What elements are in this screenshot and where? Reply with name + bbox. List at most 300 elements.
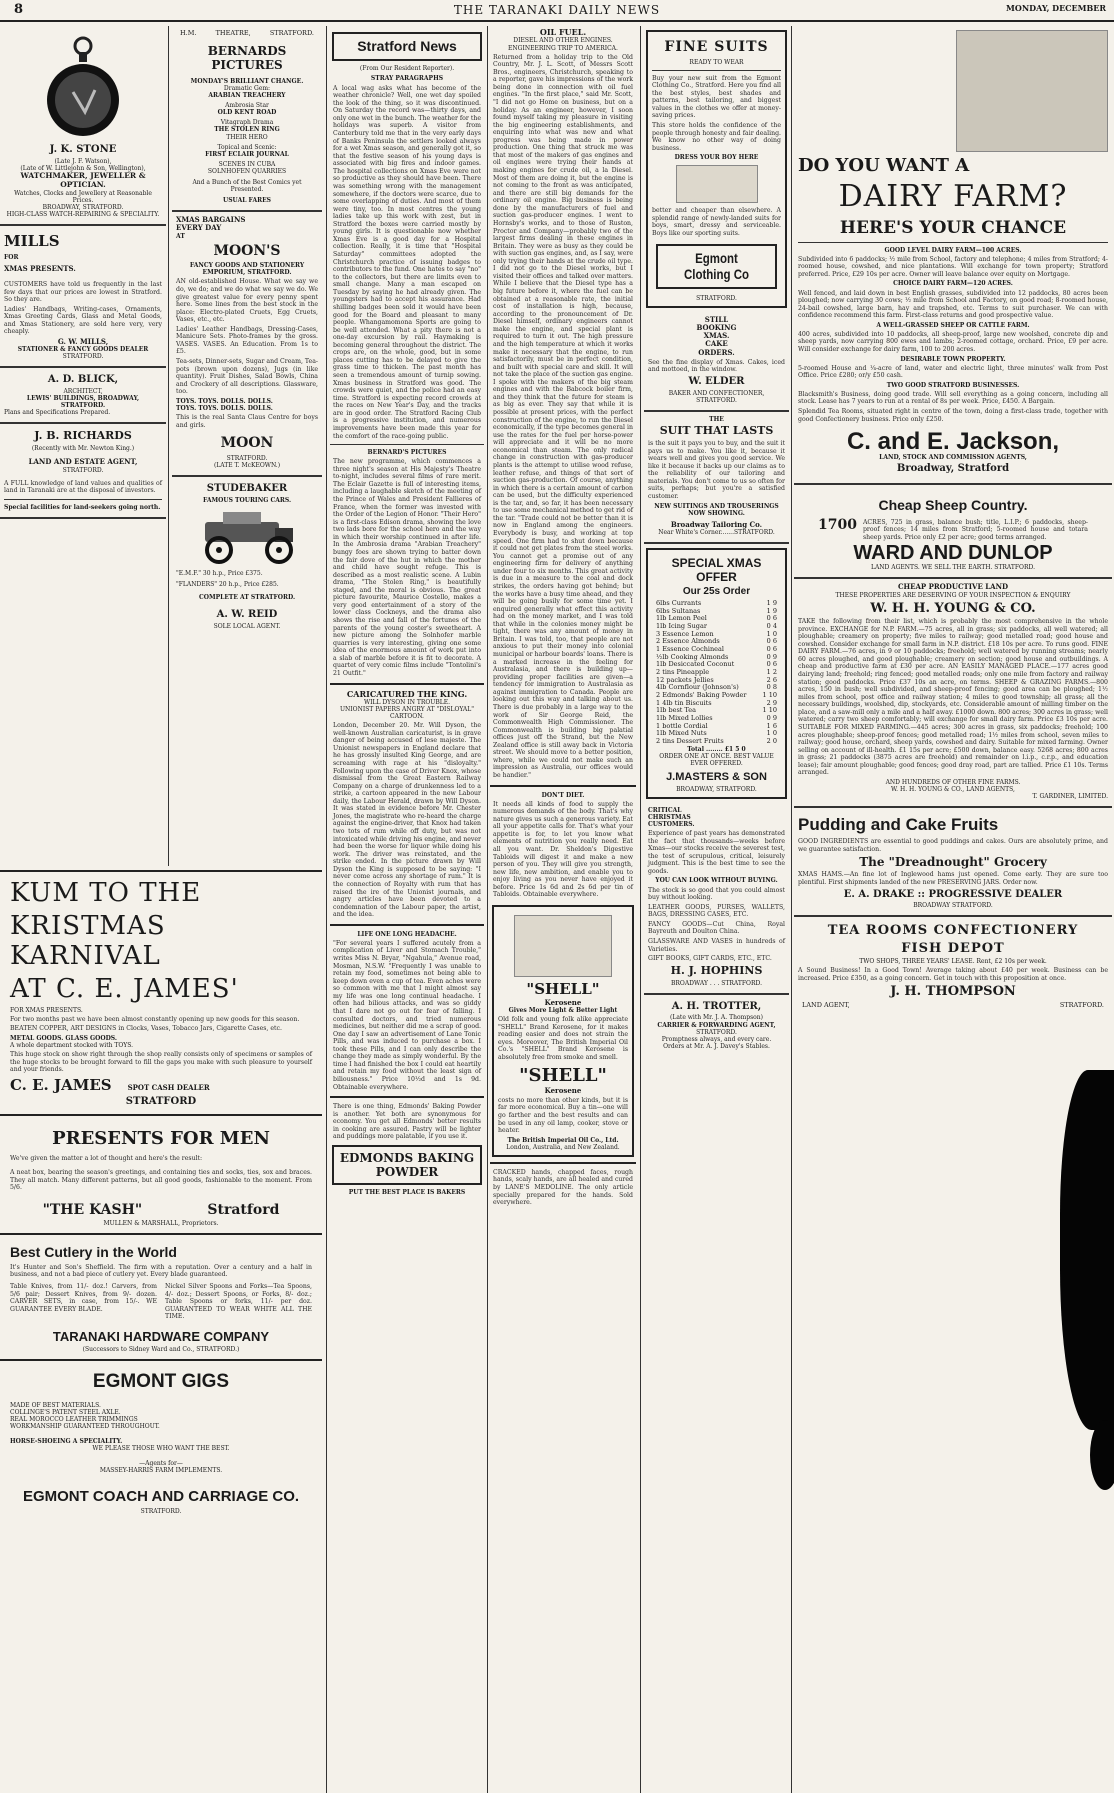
price-amount: 1 0 (766, 729, 777, 738)
price-item: 1 bottle Cordial (656, 721, 708, 730)
edmonds-ad (332, 1145, 482, 1185)
headache-heading: LIFE ONE LONG HEADACHE. (357, 930, 457, 938)
young-name: W. H. H. YOUNG & CO. (870, 600, 1036, 616)
critical-body3: The stock is so good that you could almost buy without looking. (648, 886, 785, 902)
theatre-hdr-left: H.M. (180, 29, 197, 37)
theatre-line4: Ambrosia Star (225, 102, 269, 110)
cutlery-title: Best Cutlery in the World (10, 1244, 177, 1261)
moon-l1: XMAS BARGAINS (176, 215, 246, 225)
finesuits-body: Buy your new suit from the Egmont Clothing Co., Stratford. Here you find all the best styles, best shades and patterns, best tailoring, and biggest values in the clothes we offer at money-saving prices. (652, 74, 781, 120)
cutlery-name: TARANAKI HARDWARE COMPANY (52, 1328, 270, 1344)
cutlery-ad (0, 1235, 322, 1361)
paper-damage (1060, 1070, 1114, 1430)
suitlasts-new: NEW SUITINGS AND TROUSERINGS NOW SHOWING. (654, 502, 779, 517)
theatre-line14: USUAL FARES (222, 197, 272, 205)
critical-l1: CRITICAL (648, 806, 682, 814)
young-ad (794, 579, 1112, 808)
dairy-l2: DAIRY FARM? (838, 179, 1068, 215)
masters-order: ORDER ONE AT ONCE. BEST VALUE EVER OFFERED. (659, 752, 774, 767)
critical-l3: CUSTOMERS. (648, 821, 695, 829)
shell-locations: London, Australia, and New Zealand. (506, 1143, 620, 1151)
price-amount: 1 2 (766, 668, 777, 677)
jackson-ad (794, 26, 1112, 485)
blick-name: A. D. BLICK, (47, 374, 119, 386)
gigs-l1: MADE OF BEST MATERIALS. (10, 1401, 101, 1409)
pudding-body: GOOD INGREDIENTS are essential to good puddings and cakes. Ours are absolutely prime, and we guarantee satisfaction. (798, 838, 1108, 853)
studebaker-title: STUDEBAKER (206, 482, 288, 494)
finesuits-body2: This store holds the confidence of the people through honesty and fair dealing. We know no other way of doing business. (652, 121, 781, 152)
gigs-title: EGMONT GIGS (92, 1371, 230, 1393)
dairy-b1: Subdivided into 6 paddocks; ½ mile from School, factory and telephone; 4 miles from Stratford; 4-roomed house, cowshed, and nice plantations. Will exchange for town property; Stratford preferred. Price, £29 10s per acre. Owner will leave balance over equity on Mortgage. (798, 255, 1108, 278)
dairy-h5: TWO GOOD STRATFORD BUSINESSES. (886, 381, 1020, 389)
stone-sub2: (Late of W. Littlejohn & Son, Wellington), (20, 164, 146, 172)
elder-l4: CAKE (705, 339, 728, 349)
column-rule (791, 26, 792, 1793)
ward-acres: 1700 (818, 516, 857, 533)
stratford-news-heading (332, 32, 482, 61)
critical-l6: GLASSWARE AND VASES in hundreds of Varieties. (648, 937, 785, 953)
trotter-line: Promptness always, and every care. (661, 1035, 772, 1043)
theatre-hdr-right: STRATFORD. (269, 29, 314, 37)
edmonds-foot: PUT THE BEST PLACE IS BAKERS (348, 1189, 466, 1197)
richards-ad (0, 424, 166, 519)
price-item: 2 tins Dessert Fruits (656, 736, 724, 745)
edmonds-body: There is one thing, Edmonds' Baking Powder is another. Yet both are synonymous for economy. You get all Edmonds' better results in cooking are assured. Pastry will be lighter and puddings more palatable, if you use it. (333, 1103, 481, 1141)
finesuits-dress: DRESS YOUR BOY HERE (674, 154, 759, 162)
mills-trade: STATIONER & FANCY GOODS DEALER (17, 346, 149, 354)
price-amount: 0 9 (766, 652, 777, 661)
price-list-row (652, 738, 781, 746)
dairy-b4: 5-roomed House and ¼-acre of land, water and electric light, three minutes' walk from Post Office. Price £280; or/y £50 cash. (798, 364, 1108, 380)
richards-name: J. B. RICHARDS (34, 429, 132, 443)
trotter-name: A. H. TROTTER, (671, 1000, 762, 1012)
stone-line2: HIGH-CLASS WATCH-REPAIRING & SPECIALITY. (6, 210, 160, 218)
suitlasts-title: SUIT THAT LASTS (659, 424, 774, 438)
elder-name: W. ELDER (688, 376, 745, 388)
column-1 (0, 26, 166, 866)
shell-kerosene-2: Kerosene (544, 1085, 582, 1095)
finesuits-title: FINE SUITS (664, 39, 769, 55)
boy-illustration (676, 165, 758, 203)
price-item: 2 Essence Almonds (656, 637, 720, 646)
moon-body2: Ladies' Leather Handbags, Dressing-Cases, Manicure Sets. Photo-frames by the gross. VASES. VASES. An Education. From 1s to £5. (176, 325, 318, 356)
price-item: 2 Edmonds' Baking Powder (656, 691, 747, 699)
suitlasts-name: Broadway Tailoring Co. (670, 519, 763, 529)
shell-title-1: "SHELL" (526, 979, 600, 998)
shell-tagline: Gives More Light & Better Light (508, 1006, 618, 1014)
gigs-l8: MASSEY-HARRIS FARM IMPLEMENTS. (99, 1467, 223, 1475)
theatre-line5: OLD KENT ROAD (217, 109, 277, 117)
price-amount: 1 10 (762, 691, 777, 699)
moon-l2: EVERY DAY (176, 223, 222, 233)
price-amount: 1 10 (762, 706, 777, 715)
stone-addr: BROADWAY, STRATFORD. (42, 203, 124, 211)
james-name: C. E. JAMES (10, 1075, 112, 1094)
theatre-line9: Topical and Scenic: (217, 143, 277, 151)
hophins-ad (644, 803, 789, 995)
james-body2: This huge stock on show right through the shop really consists only of specimens or samples of the huge stocks to be brought forward to fill the gaps you make with such pleasure to yourself and your friends. (10, 1051, 312, 1074)
stone-sub: (Late J. F. Watson), (54, 157, 112, 165)
price-item: 1lb Mixed Lollies (656, 713, 713, 722)
critical-l5: FANCY GOODS—Cut China, Royal Bayreuth and Doulton China. (648, 920, 785, 936)
shell-company: The British Imperial Oil Co., Ltd. (507, 1136, 619, 1144)
dairy-b5: Blacksmith's Business, doing good trade. Will sell everything as a going concern, including all stock. Lease has 7 years to run at a rental of 8s per week. Price, £450. A Bargain. (798, 390, 1108, 406)
oilfuel-title: OIL FUEL. (539, 27, 587, 37)
mills-name: G. W. MILLS, (57, 336, 109, 346)
caricatured-sub2: UNIONIST PAPERS ANGRY AT "DISLOYAL" CARTOON. (339, 706, 475, 721)
price-amount: 0 4 (766, 622, 777, 631)
price-amount: 1 9 (766, 606, 777, 615)
moon-foot2: STRATFORD. (226, 454, 268, 462)
dairy-b6: Splendid Tea Rooms, situated right in centre of the town, doing a first-class trade, together with good Confectionery business. Price only £250. (798, 407, 1108, 423)
richards-body: A FULL knowledge of land values and qualities of land in Taranaki are at the disposal of investors. (4, 479, 162, 495)
price-item: 1lb Mixed Nuts (656, 729, 707, 738)
price-item: 12 packets Jellies (656, 675, 714, 684)
stone-name: J. K. STONE (49, 144, 117, 155)
studebaker-l2: "FLANDERS" 20 h.p., Price £285. (176, 580, 279, 588)
trotter-ad (644, 995, 789, 1054)
elder-l2: BOOKING (696, 322, 737, 332)
critical-l2: CHRISTMAS (648, 813, 691, 821)
james-trade: SPOT CASH DEALER (127, 1082, 210, 1092)
price-amount: 1 0 (766, 629, 777, 638)
mills-ad (0, 226, 166, 368)
james-l1: KUM TO THE (10, 878, 202, 908)
pocket-watch-icon (43, 32, 123, 142)
trotter-town: STRATFORD. (696, 1028, 737, 1036)
cutlery-right: Nickel Silver Spoons and Forks—Tea Spoons, 4/- doz.; Dessert Spoons, or Forks, 8/- doz.; Table Spoons or forks, 11/- per doz. GUARANTEED TO WEAR WHITE ALL THE TIME. (165, 1282, 312, 1321)
finesuits-town: STRATFORD. (696, 294, 737, 302)
price-amount: 1 6 (766, 721, 777, 730)
richards-foot: Special facilities for land-seekers going north. (4, 503, 161, 511)
moon-l3: AT (176, 232, 185, 240)
price-item: ½lb Cooking Almonds (656, 652, 729, 661)
moon-ad (172, 212, 322, 477)
stratford-news-section: STRAY PARAGRAPHS (370, 74, 444, 82)
masters-name: J.MASTERS & SON (666, 770, 767, 783)
suitlasts-the: THE (709, 415, 724, 423)
stone-ad (0, 26, 166, 226)
drake-name: E. A. DRAKE :: PROGRESSIVE DEALER (843, 888, 1063, 900)
headache-body: "For several years I suffered acutely from a complication of Liver and Stomach Trouble," writes Miss N. Bryar, "Ngahula," Avenue road, Mosman, N.S.W. "Frequently I was unable to retain my food, sometimes not being able to keep down even a cup of tea. Even aches were so common with me that I might almost say my life was one long continual headache. I often had bilious attacks, and was so giddy that I dare not go out for fear of falling. I consulted doctors, and tried numerous medicines, but neither did me a scrap of good. One day I saw an advertisement of Lane Tonic Pills, and was induced to purchase a box. I took these Pills, and I can only describe the change they made as simply wonderful. By the time I had finished the box I could eat heartily and retain my food without the least sign of biliousness." Price 10½d and 1s 9d. Obtainable everywhere. (333, 939, 481, 1091)
studebaker-name: A. W. REID (216, 608, 278, 620)
pudding-title: Pudding and Cake Fruits (798, 815, 999, 835)
cutlery-body: It's Hunter and Son's Sheffield. The firm with a reputation. Over a century and a half in business, and not a bad piece of cutlery yet. Every blade guaranteed. (10, 1263, 312, 1279)
blick-ad (0, 368, 166, 424)
price-amount: 0 9 (766, 713, 777, 722)
column-2 (172, 26, 322, 866)
critical-l7: GIFT BOOKS, GIFT CARDS, ETC., ETC. (648, 955, 772, 963)
dairy-h2: CHOICE DAIRY FARM—120 ACRES. (893, 280, 1013, 288)
theatre-ad (172, 26, 322, 212)
blick-trade: ARCHITECT, (63, 388, 103, 396)
elder-l3: XMAS. (703, 331, 730, 341)
young-foot3: T. GARDINER, LIMITED. (1032, 793, 1108, 801)
studebaker-agent: SOLE LOCAL AGENT. (213, 622, 281, 630)
gigs-l5: HORSE-SHOEING A SPECIALITY. (10, 1437, 123, 1445)
price-amount: 2 6 (766, 675, 777, 684)
theatre-line7: THE STOLEN RING (214, 126, 280, 134)
finesuits-sub: READY TO WEAR (689, 58, 744, 66)
price-amount: 0 8 (766, 683, 777, 692)
moon-toys: TOYS. TOYS. DOLLS. DOLLS. (176, 397, 273, 405)
jackson-name: C. and E. Jackson, (846, 428, 1060, 456)
ward-body: ACRES, 725 in grass, balance bush; title, L.I.P.; 6 paddocks, sheep-proof fences; 14 miles from Stratford; 5-roomed house and totara sheep yards. Price only £2 per acre; good terms arranged. (862, 518, 1088, 541)
young-foot2: W. H. H. YOUNG & CO., LAND AGENTS, (891, 785, 1015, 793)
james-town: STRATFORD (125, 1096, 197, 1108)
ward-sub: LAND AGENTS. WE SELL THE EARTH. STRATFORD. (870, 564, 1035, 572)
drake-addr: BROADWAY STRATFORD. (913, 902, 993, 910)
price-item: 1lb Desiccated Coconut (656, 660, 735, 669)
richards-sub: (Recently with Mr. Newton King.) (31, 445, 135, 453)
james-ad (0, 870, 322, 1116)
gigs-town: STRATFORD. (140, 1507, 182, 1515)
elder-body: See the fine display of Xmas. Cakes, iced and mottoed, in the window. (648, 358, 785, 374)
men-title: PRESENTS FOR MEN (52, 1128, 270, 1150)
theatre-line3: ARABIAN TREACHERY (208, 92, 286, 100)
stratford-news-title: Stratford News (357, 38, 457, 54)
hophins-name: H. J. HOPHINS (670, 963, 763, 977)
shell-title-2: "SHELL" (519, 1065, 607, 1087)
column-4 (490, 26, 636, 1793)
moon-sub: FANCY GOODS AND STATIONERY EMPORIUM, STRATFORD. (189, 262, 305, 277)
men-prop: MULLEN & MARSHALL, Proprietors. (103, 1220, 219, 1228)
trotter-trade: CARRIER & FORWARDING AGENT, (657, 1021, 776, 1029)
ward-title: Cheap Sheep Country. (878, 497, 1028, 514)
oilfuel-sub: DIESEL AND OTHER ENGINES. (513, 37, 613, 45)
thompson-ad (794, 917, 1112, 1013)
issue-date: MONDAY, DECEMBER (1006, 3, 1106, 13)
dontdiet-heading: DON'T DIET. (541, 791, 585, 799)
price-item: 3 Essence Lemon (656, 629, 714, 638)
richards-town: STRATFORD. (62, 466, 104, 474)
stratford-news-body: A local wag asks what has become of the weather chronicle? Well, one wet day spoiled the look of the thing, so it was discontinued. On Saturday the record was—thirty days, and only one wet in the bunch. The weather for the holidays was superb. A visitor from Canterbury told me that in the very early days of Banks Peninsula the settlers looked always for a wet Xmas season, and generally got it, so that the festive season of his young days is associated with big fires and indoor games. The hospital collections on Xmas Eve were not so productive as they should have been. There was something wrong with the management somewhere, if the doctors were scarce, due to some overlapping of duties. And most of them were tiny, too. In most centres the young ladies take up this work with zest, but in Stratford the boxes were carried mostly by young girls. It is questionable now whether Xmas Eve is a good day for a Hospital collection. Really, it is time that "Hospital Saturday" committees adopted the Christchurch practice of issuing badges to contributors to the fund. One hates to say "no" to the collectors, but there are limits even to small change. Many a man escaped on Tuesday by saying he had already given. The youngsters had to accept his assurance. Had shilling badges been sold it would have been good for the Board and pleasant to many people. Whangamomona Sports are going to be well attended. What a pity there is not a one-day excursion by rail. Haymaking is becoming general throughout the district. The crops are, on the whole, good, but in some places cutting has to be delayed to give the grass time to thicken. The past month has seen a tremendous amount of turnip sowing. Xmas business in Stratford was good. The crowds were quiet, and the police had an easy time. Stratford is expecting record crowds at the races on New Year's Day, and the tracks are in good order. The Stratford Racing Club is a progressive institution, and numerous improvements have been made this year for the comfort of the race-going public. (333, 84, 481, 440)
theatre-line12: SOLNHOFEN QUARRIES (207, 167, 287, 175)
touring-car-icon (187, 508, 307, 566)
masters-price-list (652, 600, 781, 745)
theatre-line6: Vitagraph Drama (220, 119, 274, 127)
dairy-h4: DESIRABLE TOWN PROPERTY. (900, 355, 1006, 363)
men-name: "THE KASH" (42, 1201, 143, 1218)
studebaker-sub: FAMOUS TOURING CARS. (202, 496, 292, 504)
ward-ad (794, 485, 1112, 579)
gigs-name: EGMONT COACH AND CARRIAGE CO. (22, 1488, 300, 1506)
price-item: 1lb Lemon Peel (656, 614, 707, 623)
edmonds-logo: EDMONDS BAKING POWDER (339, 1150, 475, 1180)
men-town: Stratford (207, 1201, 280, 1218)
couple-illustration (956, 30, 1108, 152)
column-rule (640, 26, 641, 1793)
column-rule (326, 26, 327, 1793)
tea-body: TWO SHOPS, THREE YEARS' LEASE. Rent, £2 10s per week. (859, 958, 1047, 966)
richards-trade: LAND AND ESTATE AGENT, (28, 457, 138, 467)
page-number: 8 (14, 2, 24, 17)
theatre-title: BERNARDS PICTURES (207, 43, 287, 72)
masters-title: SPECIAL XMAS OFFER (671, 556, 762, 585)
masters-total: Total ........ £1 5 0 (687, 745, 746, 753)
bernards-pictures-heading: BERNARD'S PICTURES (367, 449, 447, 457)
young-body: TAKE the following from their list, which is probably the most comprehensive in the whole province. EXCHANGE for N.P. FARM.—75 acres, all in grass; six paddocks, all well watered; all ploughable; creamery on property; five miles to railway; good metalled road; good house and cowshed. Consider exchange for small farm in N.P. district. £18 10s per acre. To runs good. FINE DAIRY FARM.—76 acres, in 9 or 10 paddocks; freehold; well watered by running streams; nearly 60 acres ploughed, and good ploughable; creamery on section; good house and outbuildings. A cheap and productive farm at £30 per acre. AN EASILY MANAGED PLACE.—177 acres good dairying land; freehold; ring fenced; good metalled roads; only one mile from factory and railway station; good paddocks. Price £37 10s an acre, on terms. SHEEP & GRAZING FARMS.—800 acres, 150 in bush; well subdivided, and sheep-proof fencing; good area can be ploughed; 1½ miles from school, post office and railway station; 4 miles to good township; all grass; all the necessary buildings, woolshed, dip, stockyards, etc. Considerable amount of milling timber on the place, and a saw-mill only a mile and a half away. £1000 down. 800 acres; 300 acres in grass; well watered; carry two sheep comfortably; will exchange for small dairy farm. Price £3 10s per acre. SUITABLE FOR MIXED FARMING.—445 acres; 300 acres in grass, six paddocks; freehold; 100 acres ploughable; sheep-proof fences; good metalled road; 1½ miles from school, seven miles to railway; good house, orchard, sheep yards, cowshed and dairy. Suitable for mixed farming. Owner selling on account of ill-health. £1 15s per acre; £500 down, balance easy. 5268 acres; 800 acres in grass; 21 paddocks (3875 acres are freehold) and remainder on l.i.p., c.r.p., and education lease); fair amount ploughable; good fences; good dray road, part are tallied. Price £1 10s. Terms arranged. (798, 618, 1108, 777)
dairy-h1: GOOD LEVEL DAIRY FARM—100 ACRES. (884, 246, 1022, 254)
studebaker-l1: "E.M.F." 30 h.p., Price £375. (176, 569, 263, 577)
wide-ads (0, 870, 322, 1793)
mills-town: STRATFORD. (62, 353, 104, 361)
medoline-ad: CRACKED hands, chapped faces, rough hands, scaly hands, are all healed and cured by LANE'S MEDOLINE. The only article specially prepared for the hands. Sold everywhere. (493, 1168, 633, 1207)
stratford-news-byline: (From Our Resident Reporter). (359, 64, 455, 72)
price-amount: 2 9 (766, 698, 777, 707)
caricatured-body: London, December 20. Mr. Will Dyson, the well-known Australian caricaturist, is in grave danger of being accused of lese majeste. The Unionist newspapers in England declare that he has grossly insulted King George, and are screaming with rage at his "disloyalty." Following upon the case of Driver Knox, whose dismissal from the Great Eastern Railway Company on a charge of drunkenness led to a strike, a cartoon appeared in the new Labour daily, the Labour Herald, drawn by Will Dyson. It was stated in evidence before Mr. Chester Jones, the magistrate who re-heard the charge against the engine-driver, that Knox had taken two tots of rum while off duty, but was not intoxicated while driving his engine, and never had been the worse for liquor while doing his work. The driver was reinstated, and the strike ended. In the picture drawn by Will Dyson the King is supposed to be saying: "I never come across any shortage of rum." It is the connection of Royalty with rum that has raised the ire of the Unionist journals, and angry articles have been devoted to a condemnation of the Labour paper, the artist, and the idea. (333, 722, 481, 919)
thompson-trade: LAND AGENT, (802, 1000, 850, 1009)
price-item: 1lb best Tea (656, 706, 697, 715)
james-l3: AT C. E. JAMES' (10, 974, 239, 1005)
james-body: For two months past we have been almost constantly opening up new goods for this season. (10, 1015, 300, 1023)
moon-body3: Tea-sets, Dinner-sets, Sugar and Cream, Tea-pots (brown upon dozens), Jugs (in like quantity). Fruit Dishes, Salad Bowls, China and Crockery of all descriptions. Glassware, too. (176, 358, 318, 396)
column-5 (644, 26, 789, 1793)
price-amount: 0 6 (766, 637, 777, 646)
theatre-line2: Dramatic Gem: (223, 85, 271, 93)
thompson-town: STRATFORD. (1059, 1000, 1104, 1009)
dairy-b3: 400 acres, subdivided into 10 paddocks, all sheep-proof, large new woolshed, concrete dip and sheep yards, now carrying 800 ewes and lambs; 2-roomed cottage, orchard. Price, £9 per acre. Will consider exchange for dairy farm, 100 to 200 acres. (798, 330, 1108, 353)
jackson-trade: LAND, STOCK AND COMMISSION AGENTS, (879, 454, 1027, 462)
price-item: 1 Essence Cochineal (656, 645, 724, 654)
column-6 (794, 26, 1112, 1793)
elder-trade: BAKER AND CONFECTIONER, (668, 389, 765, 397)
blick-addr: LEWIS' BUILDINGS, BROADWAY, STRATFORD. (26, 395, 140, 410)
dairy-b2: Well fenced, and laid down in best English grasses, subdivided into 12 paddocks, 80 acres been ploughed; now carrying 30 cows; ½ mile from School and Factory, on good road; 8-roomed house, 24-bail cowshed, large barn, hay and trapshed, etc. Terms to suit purchaser. We can with confidence recommend this farm. First-class returns and good prospective value. (798, 289, 1108, 320)
price-amount: 1 9 (766, 599, 777, 608)
stone-line1: Watches, Clocks and Jewellery at Reasonable Prices. (14, 189, 152, 204)
cutlery-left: Table Knives, from 11/- doz.! Carvers, from 5/6 pair; Dessert Knives, from 9/- dozen. CARVER SETS, in case, from 15/-. WE GUARANTEE EVERY BLADE. (10, 1282, 157, 1313)
lamp-illustration (514, 915, 612, 977)
moon-foot3: (LATE T. McKEOWN.) (213, 461, 281, 469)
cutlery-sub: (Successors to Sidney Ward and Co., STRATFORD.) (82, 1346, 240, 1354)
stone-trades: WATCHMAKER, JEWELLER & OPTICIAN. (20, 170, 146, 189)
moon-name: MOON'S (213, 242, 281, 259)
suitlasts-body: is the suit it pays you to buy, and the suit it pays us to make. You like it, because it wears well and gives you good service. We like it because it backs up our claims as to the reliability of our tailoring and materials. You don't come to us so often for suits, perhaps; but you're a satisfied customer. (648, 440, 785, 500)
shell-kerosene-1: Kerosene (544, 997, 582, 1007)
gigs-l6: WE PLEASE THOSE WHO WANT THE BEST. (92, 1444, 230, 1452)
mills-title: MILLS (4, 231, 60, 250)
paper-damage (1090, 1420, 1114, 1490)
moon-toys2: TOYS. TOYS. DOLLS. DOLLS. (176, 404, 273, 412)
caricatured-sub: WILL DYSON IN TROUBLE. (363, 698, 451, 706)
dairy-h3: A WELL-GRASSED SHEEP OR CATTLE FARM. (876, 321, 1030, 329)
masters-sub: Our 25s Order (682, 586, 751, 598)
price-item: 6lbs Sultanas (656, 606, 701, 615)
theatre-line11: SCENES IN CUBA (218, 160, 276, 168)
men-body2: A neat box, bearing the season's greetings, and containing ties and socks, ties, sox and braces. They all match. Many different patterns, but all good goods, fashionable to the moment. From 5/6. (10, 1169, 312, 1192)
elder-ad (644, 312, 789, 412)
theatre-line8: THEIR HERO (226, 133, 268, 141)
price-amount: 0 6 (766, 614, 777, 623)
suit-lasts-ad (644, 412, 789, 544)
men-body: We've given the matter a lot of thought and here's the result: (10, 1155, 203, 1163)
studebaker-ad (172, 477, 322, 636)
elder-l1: STILL (704, 314, 729, 324)
page-header (0, 0, 1114, 22)
gigs-l2: COLLINGE'S PATENT STEEL AXLE. (10, 1408, 121, 1416)
shell-body-1: Old folk and young folk alike appreciate "SHELL" Brand Kerosene, for it makes reading easier and does not strain the eyes. Moreover, The British Imperial Oil Co.'s "SHELL" Brand Kerosene is absolutely free from smoke and smell. (498, 1016, 628, 1061)
gigs-l3: REAL MOROCCO LEATHER TRIMMINGS (10, 1415, 138, 1423)
james-l7: A whole department stocked with TOYS. (10, 1041, 134, 1049)
gigs-l7: —Agents for— (139, 1460, 183, 1468)
gigs-ad (0, 1361, 322, 1521)
dontdiet-body: It needs all kinds of food to supply the numerous demands of the body. That's why nature gives us such a generous variety. Eat all your appetite calls for. That's what your appetite is for, to let you know what elements of nutrition you really need. Eat all you want. Dr. Sheldon's Digestive Tabloids will digest it and make a new person of you. They will give you strength, new life, new ambition, and enable you to enjoy living as you never have enjoyed it before. Price 1s 6d and 2s 6d per tin of Tabloids. Obtainable everywhere. (493, 800, 633, 899)
oilfuel-sub2: ENGINEERING TRIP TO AMERICA. (508, 44, 618, 52)
moon-body: AN old-established House. What we say we do, we do; and we do what we say we do. We give greatest value for every penny spent here. Some lines from the best stock in the place: Electro-plated Cruets, Egg Cruets, Vases, etc., etc. (176, 278, 318, 324)
tea-body2: A Sound Business! In a Good Town! Average taking about £40 per week. Business can be increased. Price £350, as a going concern. Get in touch with this proposition at once. (798, 967, 1108, 982)
moon-body4: This is the real Santa Claus Centre for boys and girls. (176, 413, 318, 429)
pudding-body2: XMAS HAMS.—An fine lot of Inglewood hams just opened. Come early. They are sure too plentiful. First shipments landed of the new PRESERVING JARS. Order now. (798, 871, 1108, 886)
young-sub: THESE PROPERTIES ARE DESERVING OF YOUR INSPECTION & ENQUIRY (835, 591, 1071, 599)
theatre-line1: MONDAY'S BRILLIANT CHANGE. (190, 77, 304, 85)
price-item: 1 4lb tin Biscuits (656, 698, 712, 707)
column-rule (487, 26, 488, 1793)
trotter-sub: (Late with Mr. J. A. Thompson) (670, 1014, 763, 1022)
james-l6: METAL GOODS. GLASS GOODS. (10, 1034, 118, 1042)
oilfuel-body: Returned from a holiday trip to the Old Country, Mr. J. L. Scott, of Messrs Scott Bros., engineers, Christchurch, speaking to a reporter, gave his impressions of the work being done in connection with oil fuel engines. "In the first place," said Mr. Scott, "I did not go Home on business, but on a holiday. As an engineer, however, I soon found myself taking my pleasure in visiting the big engineering establishments, and enquiring into what was new and what progress was being made in power production. One thing that struck me was that most of the makers of gas engines and oil engines were trying their hands at making engines for crude oil, a la Diesel. Most of them are doing it, but the engine is not coming to the front as was anticipated, and there are still big demands for the ordinary oil engine. Big business is being done by the manufacturers of fuel and suction gas-producer engines. I went to Hornsby's works, and to those of Ruston, Proctor and Company—probably two of the largest firms dealing in these engines in Britain. They were as busy as they could be with suction gas engines, and, as I say, were only trying their hands at the crude oil type. I did not go to the Diesel works, but I visited their offices and talked over matters. While I believe that the Diesel type has a big future before it, where the fuel can be obtained at a reasonable rate, the initial cost of installation is high, because, according to the pronouncement of Dr. Diesel himself, ordinary engineers cannot make the engine, and special plant is required to turn it out. The high pressure and the high temperature at which it works make it necessary that the engine, to run satisfactorily, must be in perfect condition, and built with special care and skill. It will not take the place of the suction gas engine. I spoke with the makers of the big steam engines and with the Babcock boiler firm, and they think that the future for steam is as big as ever. They say that while it is possible at present prices, with the perfect construction of the engine, to run the Diesel economically, if the type becomes general in use the rates for the fuel per horse-power will appreciate and it will be no more economical than steam. The only radical change in construction with gas-producer plants is the attempt to utilise wood refuse, leather refuse, and things of that sort of suction gas-production. Of course, anything in which there is a certain amount of carbon can be used, but the difficulty experienced is the tar, and, so far, it has been necessary to use some mechanical method to get rid of the tar. "Trade could not be better than it is now in England among the engineers. Everybody is busy, and working at top speed. One firm had to shut down because it could not get plates from the steel works. You cannot get a promise out of any engineering firm for delivery of anything under four to six months. This great activity is due in a measure to the coal and dock strikes, the orders having got behind; but the works have a busy time ahead, and they will be going busily for some time yet. I enquired generally what effect this activity had on the money market, and I was told that while in the colonies money might be tight, there was any amount of money in Britain. I was told, too, that people are not anxious to put their money into colonial municipal or harbour boards' loans. There is a marked increase in the feeling for Australasia, and there is building up—providing proper facilities are given—a tendency for immigration to Australasia as against immigration to Canada. People are looking out this way and talking about us. There is due probably in a large way to the work of Sir George Reid, the Commonwealth High Commissioner. The Commonwealth is building big palatial offices just off the Strand, but the New Zealand office is still away back in Victoria street. We should move to a better position, where, while we could not make such an impression as Australia, our offices would be handier." (493, 53, 633, 780)
masters-ad (646, 548, 787, 799)
james-l2: KRISTMAS KARNIVAL (10, 910, 166, 972)
mills-for: FOR (4, 253, 19, 261)
blick-line: Plans and Specifications Prepared. (4, 409, 111, 417)
caricatured-heading: CARICATURED THE KING. (346, 688, 468, 699)
young-title: CHEAP PRODUCTIVE LAND (897, 582, 1009, 592)
shell-body-2: costs no more than other kinds, but it is far more economical. Buy a tin—one will go farther and the best results and can be used in any oil lamp, cooker, stove or heater. (498, 1096, 628, 1135)
theatre-line10: FIRST ECLAIR JOURNAL (205, 150, 289, 158)
mills-body: CUSTOMERS have told us frequently in the last few days that our prices are lowest in Stratford. So they are. (4, 280, 162, 304)
critical-body2: YOU CAN LOOK WITHOUT BUYING. (655, 877, 778, 885)
fine-suits-ad (646, 30, 787, 308)
price-amount: 0 6 (766, 645, 777, 654)
moon-foot: MOON (220, 435, 274, 452)
mills-body2: Ladies' Handbags, Writing-cases, Ornaments, Xmas Greeting Cards, Glass and Metal Goods, and Xmas Stationery, are sold here very, very cheaply. (4, 305, 162, 336)
masthead: THE TARANAKI DAILY NEWS (453, 3, 661, 17)
hophins-addr: BROADWAY . . . STRATFORD. (671, 979, 762, 987)
critical-l4: LEATHER GOODS, PURSES, WALLETS, BAGS, DRESSING CASES, ETC. (648, 903, 785, 919)
drake-ad (794, 808, 1112, 917)
ward-name: WARD AND DUNLOP (853, 542, 1053, 565)
theatre-hdr-mid: THEATRE, (215, 29, 251, 37)
pudding-name: The "Dreadnought" Grocery (859, 855, 1047, 870)
critical-body: Experience of past years has demonstrated the fact that thousands—weeks before Xmas—our stocks receive the severest test, the test of scrupulous, critical, leisurely judgment. This is the best time to see the goods. (648, 830, 785, 875)
finesuits-body3: better and cheaper than elsewhere. A splendid range of newly-landed suits for boys, smart, dressy and serviceable. Boys like our sporting suits. (652, 207, 781, 237)
men-ad (0, 1116, 322, 1235)
gigs-l4: WORKMANSHIP GUARANTEED THROUGHOUT. (10, 1422, 160, 1430)
finesuits-name: Egmont Clothing Co (683, 249, 750, 283)
masters-addr: BROADWAY, STRATFORD. (676, 785, 757, 793)
price-amount: 0 6 (766, 660, 777, 669)
suitlasts-addr: Near White's Corner.......STRATFORD. (658, 528, 775, 536)
mills-xmas: XMAS PRESENTS. (4, 263, 76, 273)
trotter-line2: Orders at Mr. A. J. Davey's Stables. (663, 1042, 770, 1050)
dairy-l1: DO YOU WANT A (798, 155, 970, 176)
column-rule (168, 26, 169, 866)
dairy-l3: HERE'S YOUR CHANCE (839, 217, 1067, 238)
elder-town: STRATFORD. (696, 396, 737, 404)
egmont-clothing-logo (656, 244, 777, 289)
column-3 (330, 26, 484, 1793)
price-item: 1lb Icing Sugar (656, 622, 707, 631)
shell-ad (492, 905, 634, 1157)
james-l5: BEATEN COPPER, ART DESIGNS in Clocks, Vases, Tobacco Jars, Cigarette Cases, etc. (10, 1025, 282, 1033)
thompson-name: J. H. THOMPSON (890, 984, 1016, 1000)
theatre-line13: And a Bunch of the Best Comics yet Presented. (192, 178, 302, 193)
price-item: 6lbs Currants (656, 599, 702, 608)
tea-l2: FISH DEPOT (901, 940, 1005, 956)
price-item: 2 tins Pineapple (656, 668, 710, 677)
bernards-pictures-body: The new programme, which commences a three night's season at His Majesty's Theatre to-night, includes several films of rare merit. The Eclair Gazette is full of interesting items, including a laughable sketch of the meeting of the Prince of Wales and President Fallieres of France, when the former was invested with the Order of the Legion of Honor. "Their Hero" is a first-class Edison drama, showing the love two lads bore for the school hero and the way in which their worship continued in after life. In the Ambrosia drama "Arabian Treachery" bungy foes are shown trying to batter down the fair dove of the hut in which the mother and child have sought refuge. This is described as a most realistic scene. A Lubin drama, "The Stolen Ring," is beautifully staged, and the moral is obvious. The great picture favourite, Maurice Costello, makes a very good entertainment of a story of the lower class Cockneys, and the drama also shows the rise and fall of the fortunes of the parents of the young coster's sweetheart. A new picture among the Solnhofer marble quarries is very interesting, giving one some idea of the enormous amount of work put into a slab of marble before it is fit to decorate. A quartet of very comic films include "Tontolini's 21 Outfit." (333, 458, 481, 677)
